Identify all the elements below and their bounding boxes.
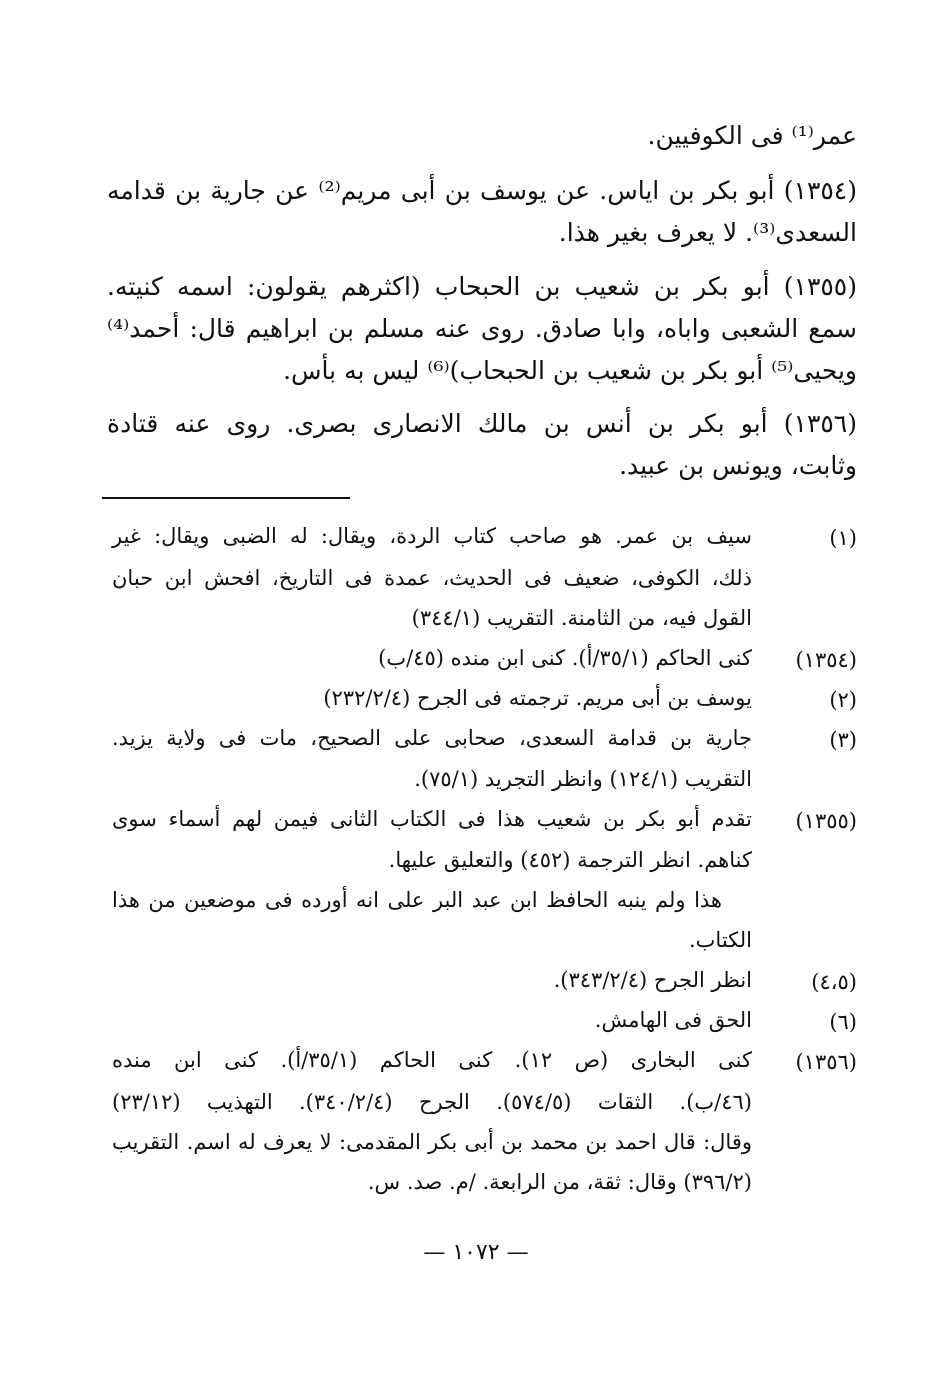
footnote-number: (٦) [829,1010,857,1034]
main-line: وثابت، ويونس بن عبيد. [619,451,857,480]
main-line: (١٣٥٦) أبو بكر بن أنس بن مالك الانصارى بصرى. روى عنه قتادة [107,409,857,438]
footnote-number: (٢) [829,688,857,712]
footnote-line: جارية بن قدامة السعدى، صحابى على الصحيح، مات فى ولاية يزيد. [112,726,752,750]
footnote-line: القول فيه، من الثامنة. التقريب (٣٤٤/١) [411,606,752,630]
footnote-line: ذلك، الكوفى، ضعيف فى الحديث، عمدة فى التاريخ، افحش ابن حبان [112,566,752,590]
footnote-line: (٣٩٦/٢) وقال: ثقة، من الرابعة. /م. صد. س. [367,1170,752,1194]
footnote-line: كناهم. انظر الترجمة (٤٥٢) والتعليق عليها. [388,848,752,872]
footnote-line: سيف بن عمر. هو صاحب كتاب الردة، ويقال: له الضبى ويقال: غير [112,524,752,548]
main-line: ويحيى⁽⁵⁾ أبو بكر بن شعيب بن الحبحاب)⁽⁶⁾ ليس به بأس. [283,356,857,385]
main-line: عمر⁽¹⁾ فى الكوفيين. [647,121,857,150]
footnote-line: كنى الحاكم (٣٥/١/أ). كنى ابن منده (٤٥/ب) [378,646,752,670]
footnote-number: (١٣٥٤) [795,648,857,672]
main-line: السعدى⁽³⁾. لا يعرف بغير هذا. [558,218,857,247]
footnote-line: الكتاب. [688,928,752,952]
main-line: (١٣٥٥) أبو بكر بن شعيب بن الحبحاب (اكثرهم يقولون: اسمه كنيته. [107,272,857,301]
footnote-line: يوسف بن أبى مريم. ترجمته فى الجرح (٢٣٢/٢/٤) [323,686,752,710]
main-line: سمع الشعبى واباه، وابا صادق. روى عنه مسلم بن ابراهيم قال: أحمد⁽⁴⁾ [107,314,857,343]
footnote-number: (٤،٥) [811,970,857,994]
footnote-line: انظر الجرح (٣٤٣/٢/٤). [553,968,752,992]
footnote-number: (١٣٥٥) [795,809,857,833]
footnote-line: (٤٦/ب). الثقات (٥٧٤/٥). الجرح (٣٤٠/٢/٤). التهذيب (٢٣/١٢) [112,1090,752,1114]
page-number: — ١٠٧٢ — [423,1240,529,1265]
footnote-line: كنى البخارى (ص ١٢). كنى الحاكم (٣٥/١/أ). كنى ابن منده [112,1048,752,1072]
footnote-line: التقريب (١٢٤/١) وانظر التجريد (٧٥/١). [414,767,752,791]
footnote-number: (١) [829,526,857,550]
footnote-line: وقال: قال احمد بن محمد بن أبى بكر المقدمى: لا يعرف له اسم. التقريب [112,1130,752,1154]
footnote-line: هذا ولم ينبه الحافظ ابن عبد البر على انه أورده فى موضعين من هذا [112,888,722,912]
footnote-number: (٣) [829,728,857,752]
footnote-line: الحق فى الهامش. [594,1008,752,1032]
main-line: (١٣٥٤) أبو بكر بن اياس. عن يوسف بن أبى مريم⁽²⁾ عن جارية بن قدامه [107,176,857,205]
footnote-separator [102,497,350,499]
footnote-line: تقدم أبو بكر بن شعيب هذا فى الكتاب الثانى فيمن لهم أسماء سوى [112,807,752,831]
footnote-number: (١٣٥٦) [795,1050,857,1074]
